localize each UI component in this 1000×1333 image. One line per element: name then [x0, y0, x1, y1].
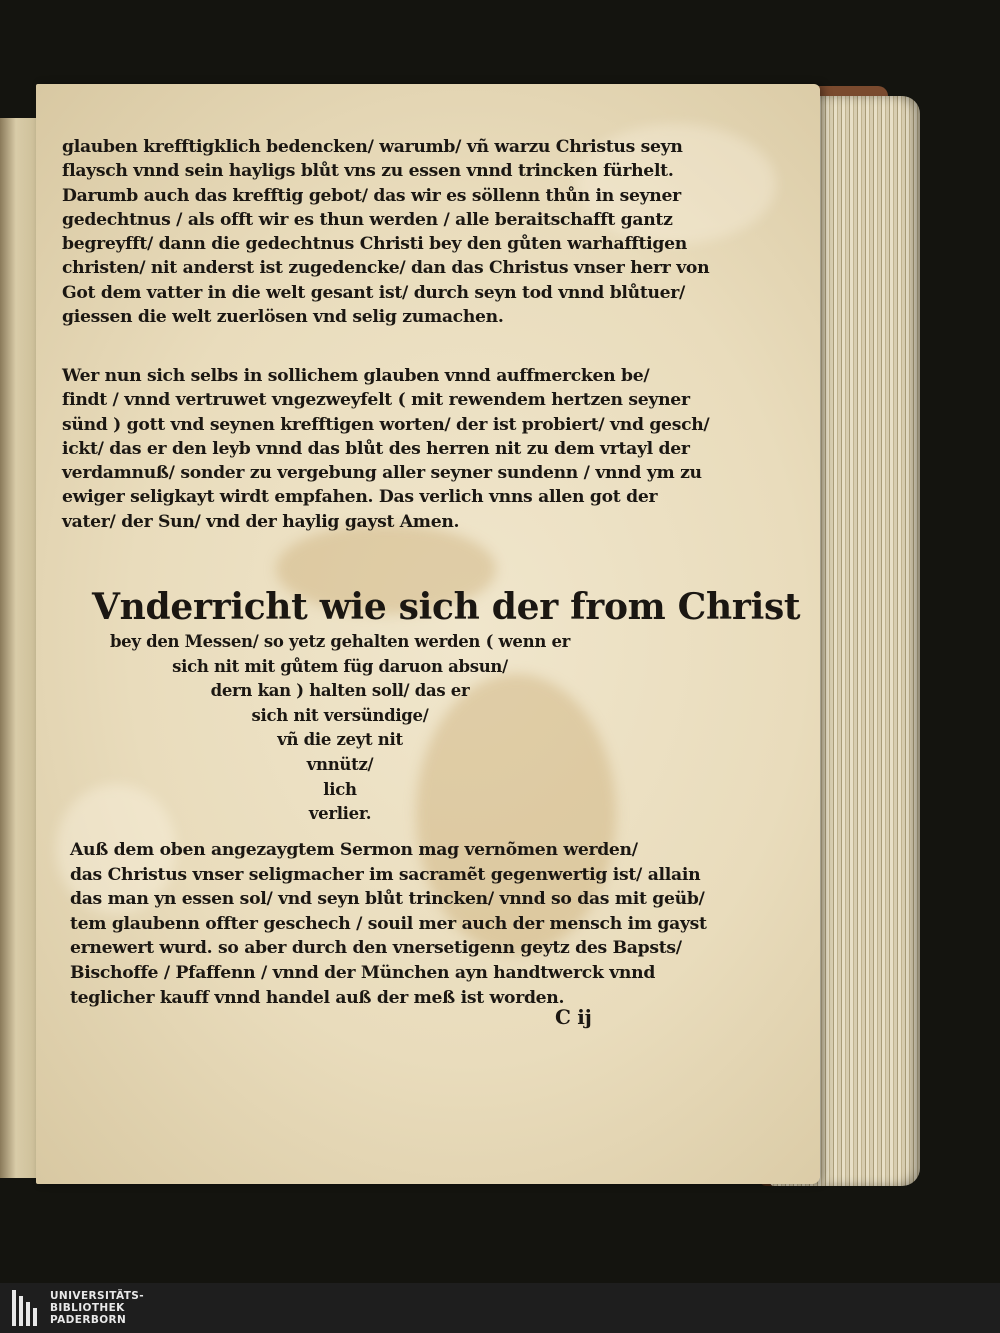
text-line: dern kan ) halten soll/ das er: [210, 681, 470, 701]
text-line: verlier.: [308, 804, 372, 824]
text-line: ernewert wurd. so aber durch den vnersetigenn geytz des Bapsts/: [70, 938, 682, 959]
signature-mark: C ij: [555, 1005, 592, 1029]
library-logo-icon: [12, 1290, 42, 1326]
text-line: begreyfft/ dann die gedechtnus Christi bey den gůten warhafftigen: [62, 234, 687, 255]
section-subtitle: [60, 630, 620, 827]
text-line: tem glaubenn offter geschech / souil mer auch der mensch im gayst: [70, 913, 707, 934]
text-line: findt / vnnd vertruwet vngezweyfelt ( mit rewendem hertzen seyner: [62, 390, 690, 411]
section-title: Vnderricht wie sich der from Christ: [92, 586, 801, 628]
text-line: vnnütz/: [306, 754, 374, 774]
text-line: lich: [323, 779, 357, 799]
library-logo-text: [50, 1290, 144, 1326]
text-line: christen/ nit anderst ist zugedencke/ dan das Christus vnser herr von: [62, 258, 710, 279]
text-line: flaysch vnnd sein hayligs blůt vns zu essen vnnd trincken fürhelt.: [62, 161, 674, 182]
text-line: sich nit versündige/: [251, 705, 429, 725]
paragraph-2: [62, 364, 709, 534]
library-footer: [0, 1283, 1000, 1333]
text-line: ickt/ das er den leyb vnnd das blůt des herren nit zu dem vrtayl der: [62, 438, 690, 459]
text-line: Got dem vatter in die welt gesant ist/ durch seyn tod vnnd blůtuer/: [62, 282, 686, 303]
text-line: gedechtnus / als offt wir es thun werden / alle beraitschafft gantz: [62, 209, 673, 230]
text-line: vñ die zeyt nit: [277, 730, 403, 750]
logo-line: UNIVERSITÄTS-: [50, 1290, 145, 1302]
logo-line: BIBLIOTHEK: [50, 1302, 125, 1314]
text-line: bey den Messen/ so yetz gehalten werden ( wenn er: [109, 632, 571, 651]
text-line: Darumb auch das krefftig gebot/ das wir es söllenn thůn in seyner: [62, 185, 681, 206]
text-line: vater/ der Sun/ vnd der haylig gayst Amen.: [62, 511, 460, 532]
text-line: teglicher kauff vnnd handel auß der meß ist worden.: [70, 987, 565, 1008]
text-line: Auß dem oben angezaygtem Sermon mag vernõmen werden/: [70, 840, 638, 860]
text-line: sich nit mit gůtem füg daruon absun/: [172, 656, 508, 676]
text-line: glauben krefftigklich bedencken/ warumb/ vñ warzu Christus seyn: [62, 137, 683, 157]
text-line: ewiger seligkayt wirdt empfahen. Das verlich vnns allen got der: [62, 487, 658, 508]
left-page-edge: [0, 118, 40, 1178]
text-line: sünd ) gott vnd seynen krefftigen worten/ der ist probiert/ vnd gesch/: [62, 414, 710, 435]
logo-line: PADERBORN: [50, 1314, 127, 1326]
paragraph-1: [62, 135, 709, 329]
text-line: verdamnuß/ sonder zu vergebung aller seyner sundenn / vnnd ym zu: [62, 463, 702, 484]
text-line: Wer nun sich selbs in sollichem glauben vnnd auffmercken be/: [62, 366, 650, 386]
text-line: Bischoffe / Pfaffenn / vnnd der München ayn handtwerck vnnd: [70, 962, 656, 983]
text-line: das Christus vnser seligmacher im sacramẽt gegenwertig ist/ allain: [70, 864, 701, 885]
paragraph-3: [70, 838, 707, 1010]
text-line: giessen die welt zuerlösen vnd selig zumachen.: [62, 307, 504, 328]
text-line: das man yn essen sol/ vnd seyn blůt trincken/ vnnd so das mit geüb/: [70, 889, 705, 910]
